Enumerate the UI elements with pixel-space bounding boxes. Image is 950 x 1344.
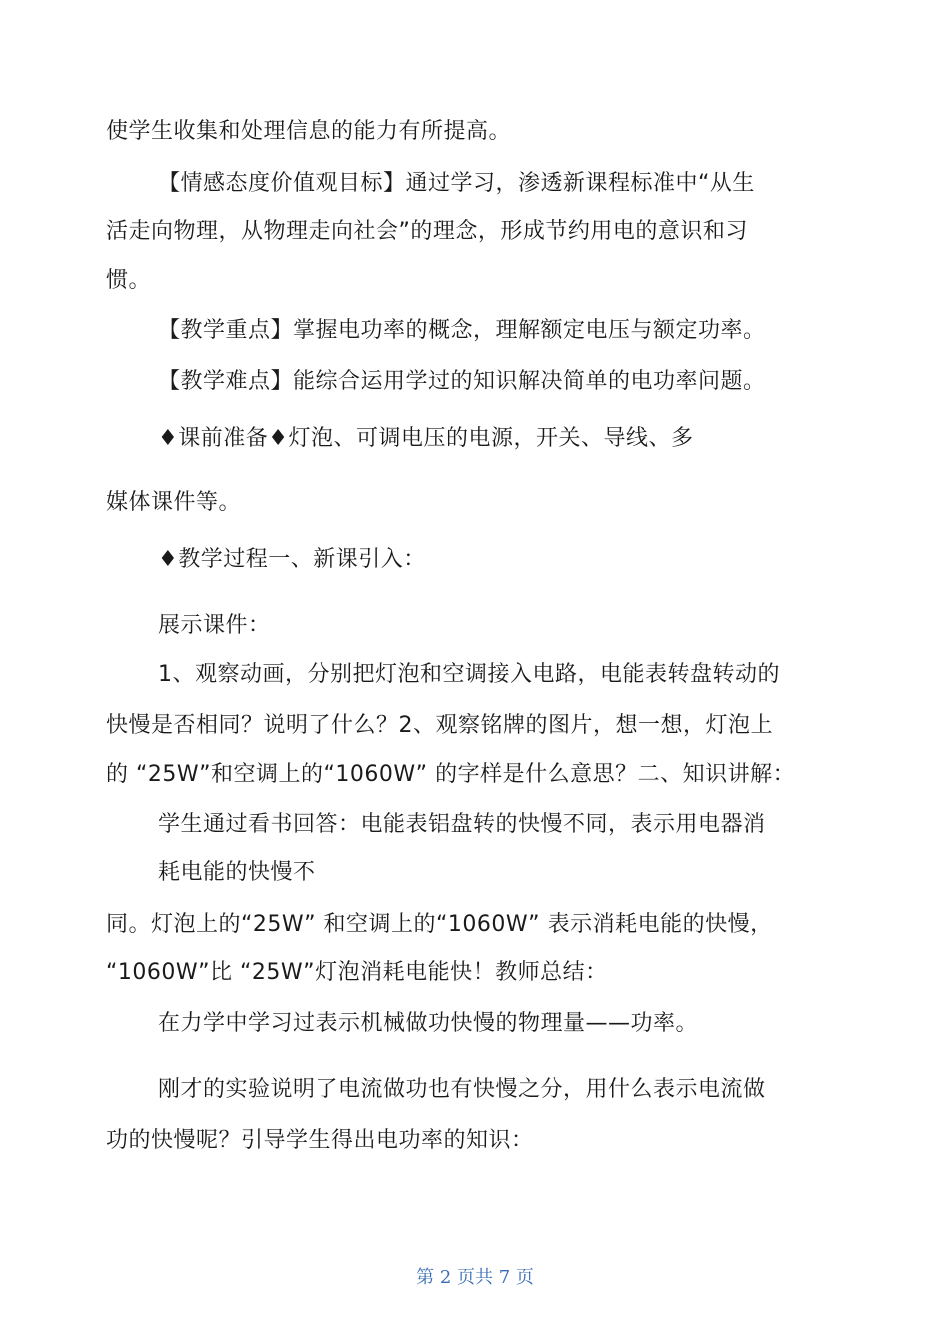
page-number-footer: 第 2 页共 7 页	[416, 1267, 534, 1288]
paragraph-line: 刚才的实验说明了电流做功也有快慢之分，用什么表示电流做	[158, 1077, 766, 1102]
paragraph-line: 快慢是否相同？说明了什么？2、观察铭牌的图片，想一想，灯泡上	[106, 713, 773, 738]
paragraph-line: 1、观察动画，分别把灯泡和空调接入电路，电能表转盘转动的	[158, 662, 780, 687]
paragraph-line: 学生通过看书回答：电能表铝盘转的快慢不同，表示用电器消	[158, 812, 766, 837]
paragraph-line: 【情感态度价值观目标】通过学习，渗透新课程标准中“从生	[158, 171, 755, 196]
paragraph-line: 使学生收集和处理信息的能力有所提高。	[106, 119, 512, 144]
paragraph-line: 耗电能的快慢不	[158, 860, 316, 885]
paragraph-line: “1060W”比 “25W”灯泡消耗电能快！教师总结：	[106, 960, 608, 985]
paragraph-line: 活走向物理，从物理走向社会”的理念，形成节约用电的意识和习	[106, 219, 748, 244]
paragraph-line: 惯。	[106, 268, 152, 293]
paragraph-line: 【教学难点】能综合运用学过的知识解决简单的电功率问题。	[158, 369, 766, 394]
paragraph-line: ♦课前准备♦灯泡、可调电压的电源，开关、导线、多	[158, 426, 694, 451]
paragraph-line: 的 “25W”和空调上的“1060W” 的字样是什么意思？二、知识讲解：	[106, 762, 796, 787]
paragraph-line: ♦教学过程一、新课引入：	[158, 547, 426, 572]
paragraph-line: 展示课件：	[158, 613, 271, 638]
paragraph-line: 同。灯泡上的“25W” 和空调上的“1060W” 表示消耗电能的快慢，	[106, 912, 773, 937]
paragraph-line: 媒体课件等。	[106, 490, 242, 515]
paragraph-line: 【教学重点】掌握电功率的概念，理解额定电压与额定功率。	[158, 318, 766, 343]
paragraph-line: 功的快慢呢？引导学生得出电功率的知识：	[106, 1128, 534, 1153]
paragraph-line: 在力学中学习过表示机械做功快慢的物理量——功率。	[158, 1011, 699, 1036]
